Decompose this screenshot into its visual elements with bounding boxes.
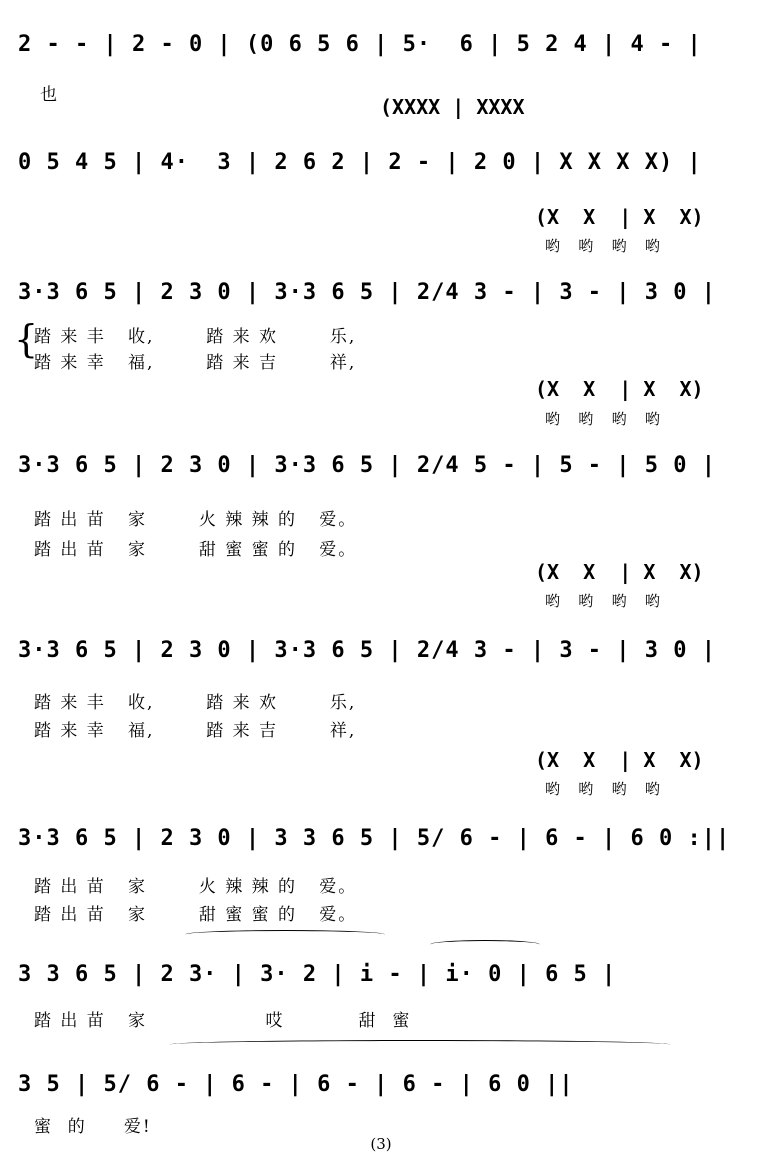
- lyrics-row-verse-2: 踏 来 幸 福, 踏 来 吉 祥,: [34, 721, 357, 741]
- percussion-row: (X X | X X): [535, 748, 704, 772]
- lyrics-row-verse-2: 踏 出 苗 家 甜 蜜 蜜 的 爱。: [34, 905, 358, 925]
- lyrics-row-verse-1: 踏 来 丰 收, 踏 来 欢 乐,: [34, 327, 357, 347]
- verse-brace: {: [14, 317, 39, 361]
- exclamation-row: 哟 哟 哟 哟: [545, 780, 661, 798]
- slur: [170, 1040, 670, 1049]
- lyrics-row-verse-2: 踏 出 苗 家 甜 蜜 蜜 的 爱。: [34, 540, 358, 560]
- percussion-row: (X X | X X): [535, 205, 704, 229]
- notation-row: 3·3 6 5 | 2 3 0 | 3 3 6 5 | 5/ 6 - | 6 - | 6 0 :||: [18, 826, 731, 851]
- page-number: (3): [370, 1135, 392, 1153]
- slur: [430, 940, 540, 949]
- exclamation-row: 哟 哟 哟 哟: [545, 410, 661, 428]
- notation-row: 2 - - | 2 - 0 | (0 6 5 6 | 5· 6 | 5 2 4 | 4 - |: [18, 32, 702, 57]
- notation-row: 3·3 6 5 | 2 3 0 | 3·3 6 5 | 2/4 5 - | 5 - | 5 0 |: [18, 453, 717, 478]
- notation-row: 3·3 6 5 | 2 3 0 | 3·3 6 5 | 2/4 3 - | 3 - | 3 0 |: [18, 638, 717, 663]
- lyrics-row-verse-1: 踏 出 苗 家 火 辣 辣 的 爱。: [34, 510, 358, 530]
- lyrics-row-verse-2: 踏 来 幸 福, 踏 来 吉 祥,: [34, 353, 357, 373]
- lyrics-row-verse-1: 踏 来 丰 收, 踏 来 欢 乐,: [34, 693, 357, 713]
- percussion-row: (X X | X X): [535, 377, 704, 401]
- notation-row: 3·3 6 5 | 2 3 0 | 3·3 6 5 | 2/4 3 - | 3 - | 3 0 |: [18, 280, 717, 305]
- slur: [185, 930, 385, 939]
- percussion-row: (X X | X X): [535, 560, 704, 584]
- lyrics-row: 也: [40, 85, 59, 105]
- notation-row: 0 5 4 5 | 4· 3 | 2 6 2 | 2 - | 2 0 | X X X X) |: [18, 150, 702, 175]
- lyrics-row: 蜜 的 爱!: [34, 1117, 152, 1137]
- percussion-row: (XXXX | XXXX: [380, 95, 525, 119]
- exclamation-row: 哟 哟 哟 哟: [545, 592, 661, 610]
- lyrics-row-verse-1: 踏 出 苗 家 火 辣 辣 的 爱。: [34, 877, 358, 897]
- notation-row: 3 3 6 5 | 2 3· | 3· 2 | i - | i· 0 | 6 5 |: [18, 962, 617, 987]
- lyrics-row: 踏 出 苗 家 哎 甜 蜜: [34, 1011, 412, 1031]
- exclamation-row: 哟 哟 哟 哟: [545, 237, 661, 255]
- notation-row: 3 5 | 5/ 6 - | 6 - | 6 - | 6 - | 6 0 ||: [18, 1072, 574, 1097]
